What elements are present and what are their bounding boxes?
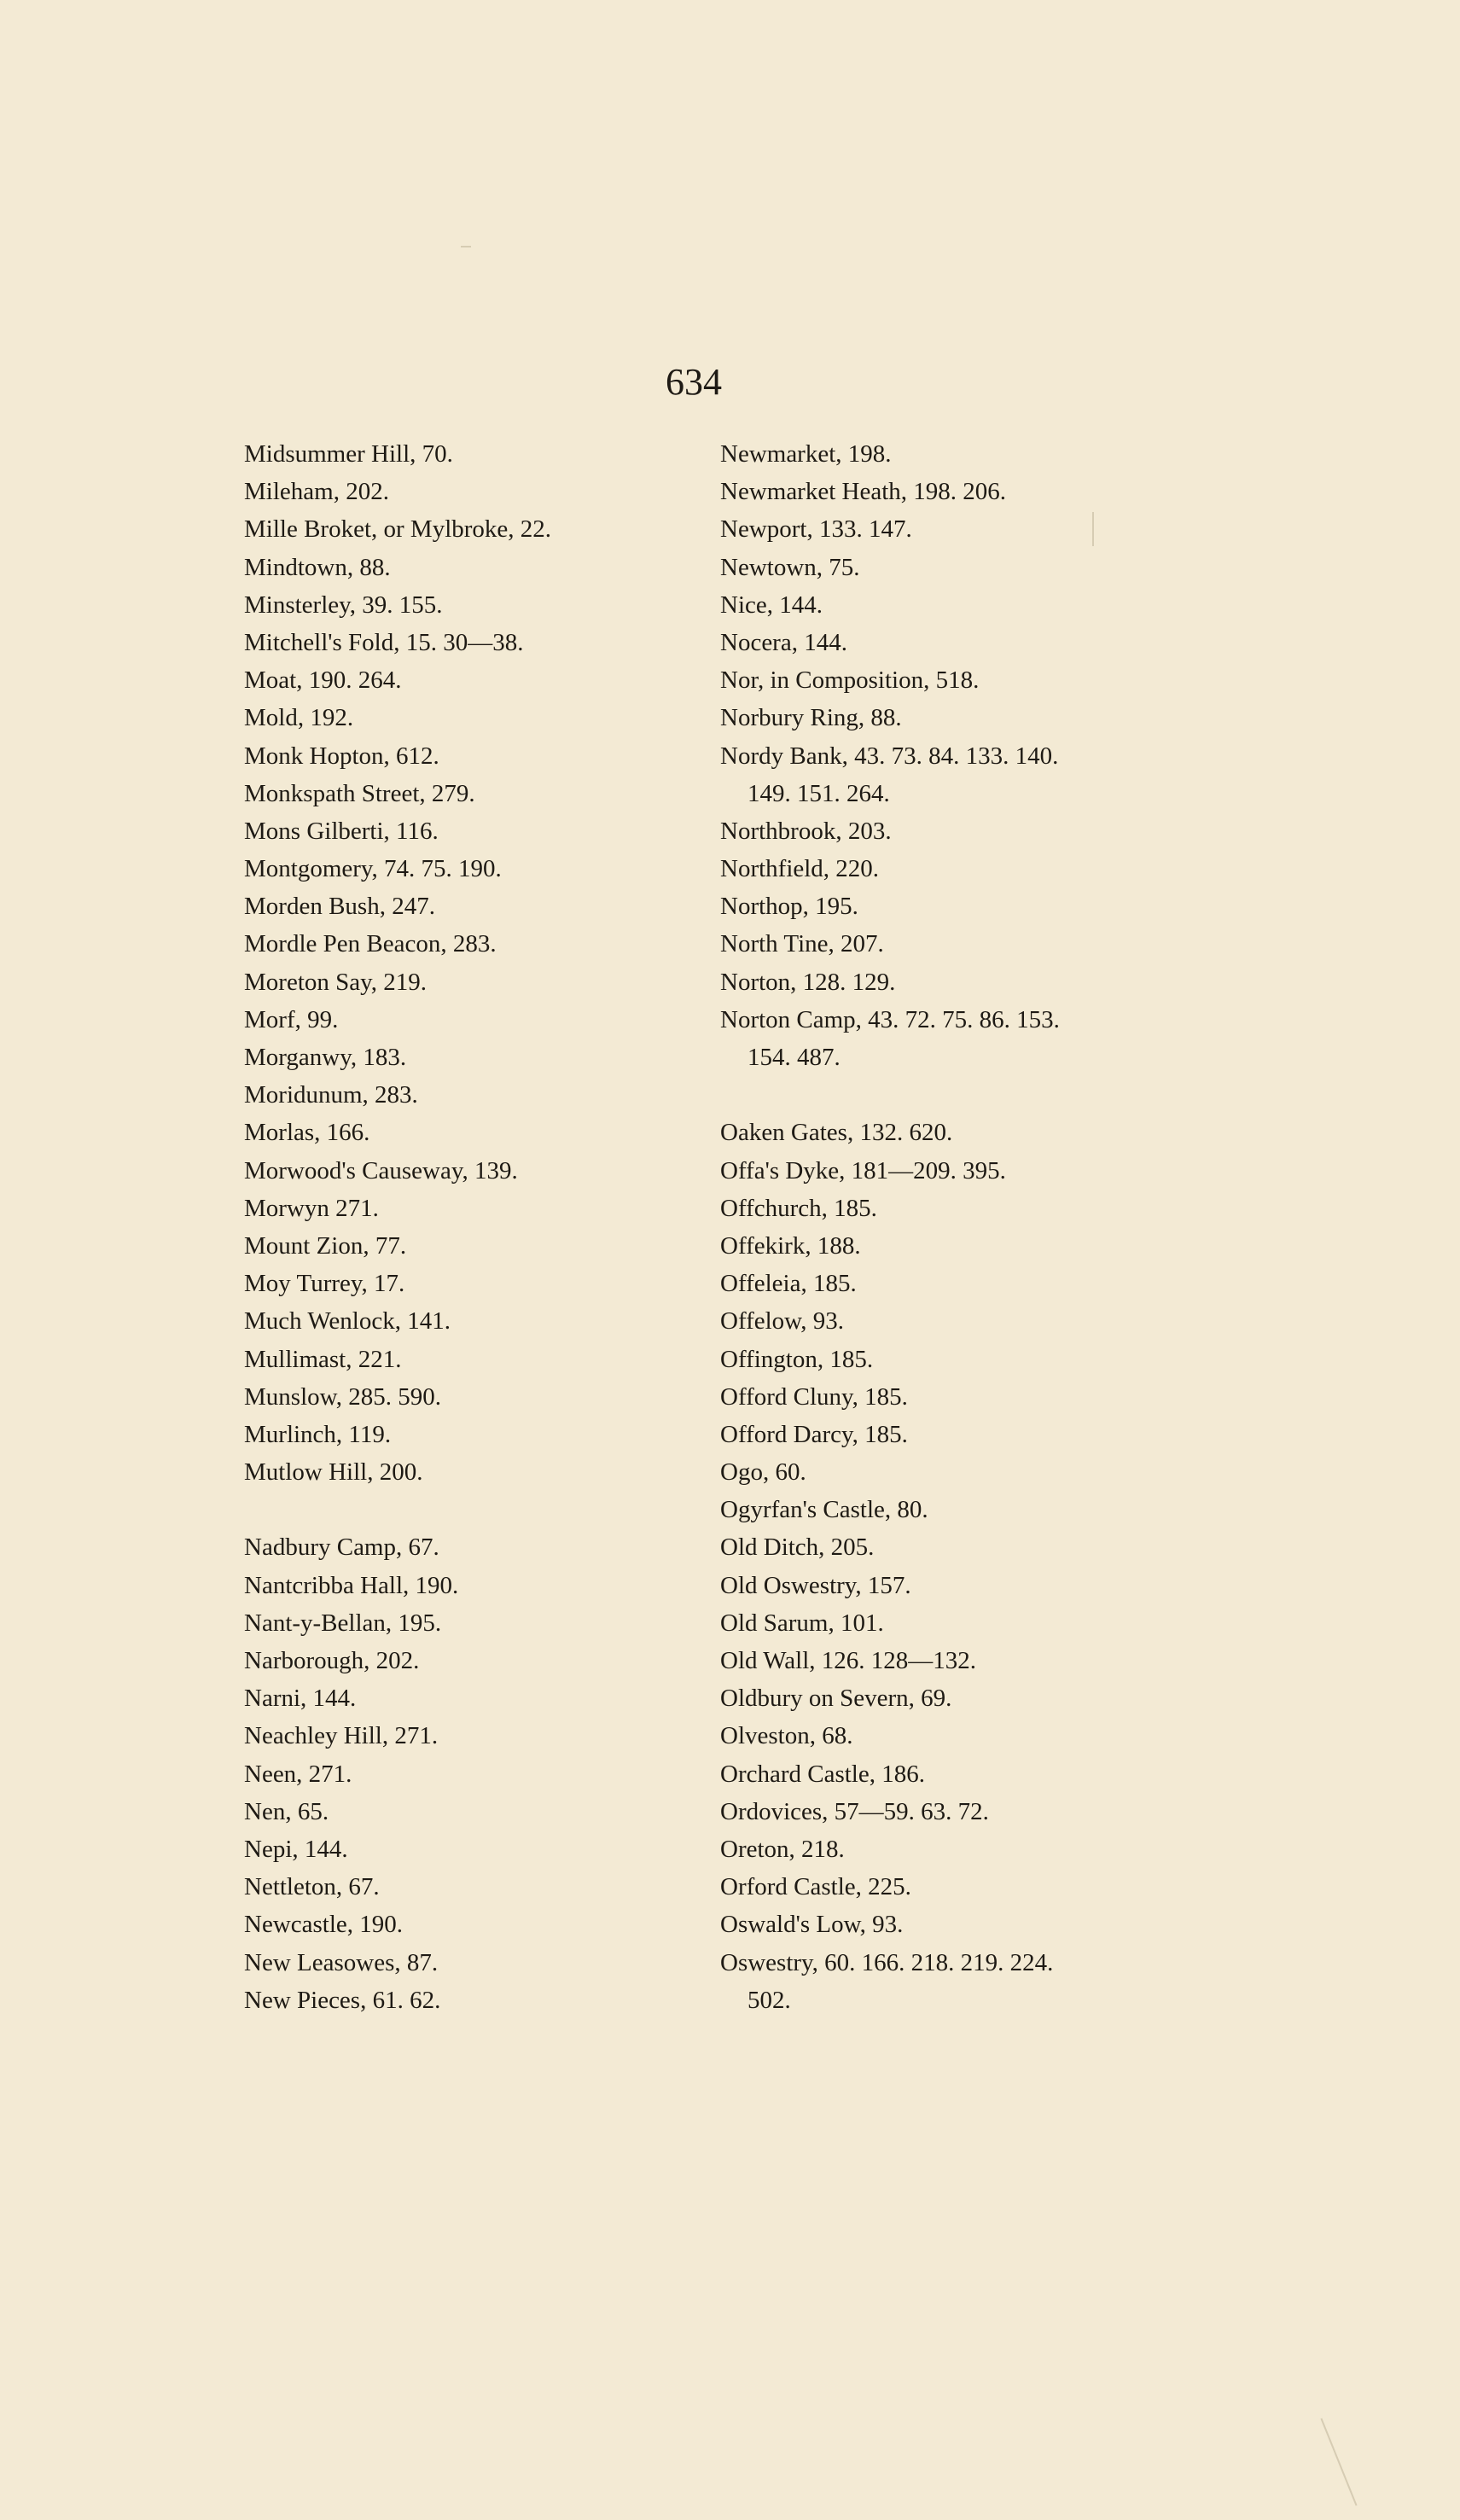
index-entry-continuation: 154. 487. (747, 1044, 841, 1071)
index-column-right (720, 435, 1249, 2019)
index-entry: Northbrook, 203. (720, 817, 892, 845)
index-entry: Mutlow Hill, 200. (244, 1458, 423, 1487)
index-entry: Mileham, 202. (244, 478, 389, 506)
index-entry: Mons Gilberti, 116. (244, 817, 439, 845)
index-entry: Morwyn 271. (244, 1194, 379, 1222)
index-entry: Nant-y-Bellan, 195. (244, 1609, 442, 1637)
index-entry: Northfield, 220. (720, 855, 880, 883)
index-entry: North Tine, 207. (720, 930, 884, 958)
index-entry: Orchard Castle, 186. (720, 1760, 925, 1788)
index-entry: Old Sarum, 101. (720, 1609, 884, 1637)
index-entry: Morlas, 166. (244, 1119, 370, 1147)
index-entry: Nantcribba Hall, 190. (244, 1571, 459, 1599)
index-entry: Offa's Dyke, 181—209. 395. (720, 1156, 1006, 1184)
index-entry: Nen, 65. (244, 1797, 329, 1825)
index-entry: Nettleton, 67. (244, 1873, 380, 1901)
index-entry: Moridunum, 283. (244, 1081, 418, 1109)
index-entry: New Leasowes, 87. (244, 1948, 439, 1976)
index-entry-continuation: 502. (747, 1986, 791, 2014)
index-entry: New Pieces, 61. 62. (244, 1986, 441, 2014)
index-entry: Mitchell's Fold, 15. 30—38. (244, 628, 524, 656)
index-entry: Offchurch, 185. (720, 1194, 877, 1222)
index-entry: Morf, 99. (244, 1005, 339, 1033)
index-entry: Orford Castle, 225. (720, 1873, 911, 1901)
index-entry: Olveston, 68. (720, 1722, 853, 1750)
index-entry: Norbury Ring, 88. (720, 704, 902, 732)
index-entry: Neen, 271. (244, 1760, 352, 1788)
index-entry: Mold, 192. (244, 704, 354, 732)
index-entry: Oaken Gates, 132. 620. (720, 1119, 953, 1147)
page-number: 634 (666, 361, 722, 403)
index-entry: Ogo, 60. (720, 1458, 806, 1487)
index-entry: Norton Camp, 43. 72. 75. 86. 153. (720, 1005, 1060, 1033)
index-entry: Old Wall, 126. 128—132. (720, 1647, 977, 1674)
index-entry: Oswestry, 60. 166. 218. 219. 224. (720, 1948, 1054, 1976)
index-entry: Moy Turrey, 17. (244, 1270, 405, 1298)
index-entry: Old Ditch, 205. (720, 1534, 875, 1562)
index-entry: Newmarket Heath, 198. 206. (720, 478, 1007, 506)
index-entry: Offord Cluny, 185. (720, 1382, 908, 1411)
index-entry: Much Wenlock, 141. (244, 1307, 451, 1336)
index-entry: Minsterley, 39. 155. (244, 591, 443, 619)
section-gap (720, 1076, 1249, 1114)
index-entry: Newcastle, 190. (244, 1911, 404, 1939)
stray-mark (461, 246, 471, 247)
index-entry: Offelow, 93. (720, 1307, 844, 1336)
index-entry: Moreton Say, 219. (244, 968, 427, 996)
index-entry: Nordy Bank, 43. 73. 84. 133. 140. (720, 742, 1059, 770)
index-entry-continuation: 149. 151. 264. (747, 779, 890, 807)
index-entry: Montgomery, 74. 75. 190. (244, 855, 502, 883)
index-entry: Narni, 144. (244, 1685, 357, 1713)
index-column-left (244, 435, 722, 2019)
stray-mark (1320, 2418, 1357, 2506)
index-entry: Newtown, 75. (720, 553, 860, 581)
index-entry: Oswald's Low, 93. (720, 1911, 904, 1939)
index-entry: Nice, 144. (720, 591, 823, 619)
index-entry: Offord Darcy, 185. (720, 1420, 908, 1448)
index-entry: Morden Bush, 247. (244, 893, 435, 921)
index-entry: Oldbury on Severn, 69. (720, 1685, 952, 1713)
index-entry: Oreton, 218. (720, 1835, 845, 1863)
index-entry: Newport, 133. 147. (720, 515, 912, 544)
index-entry: Offington, 185. (720, 1345, 874, 1373)
index-entry: Morganwy, 183. (244, 1044, 407, 1071)
index-entry: Mullimast, 221. (244, 1345, 402, 1373)
index-entry: Mount Zion, 77. (244, 1231, 407, 1260)
index-entry: Narborough, 202. (244, 1647, 420, 1674)
index-entry: Mille Broket, or Mylbroke, 22. (244, 515, 552, 544)
index-entry: Mordle Pen Beacon, 283. (244, 930, 497, 958)
index-entry: Nocera, 144. (720, 628, 847, 656)
index-entry: Old Oswestry, 157. (720, 1571, 911, 1599)
index-entry: Norton, 128. 129. (720, 968, 896, 996)
index-entry: Nor, in Composition, 518. (720, 666, 980, 695)
index-entry: Murlinch, 119. (244, 1420, 392, 1448)
section-gap (244, 1491, 722, 1528)
index-entry: Monk Hopton, 612. (244, 742, 439, 770)
index-entry: Ogyrfan's Castle, 80. (720, 1496, 928, 1524)
index-entry: Neachley Hill, 271. (244, 1722, 439, 1750)
index-entry: Ordovices, 57—59. 63. 72. (720, 1797, 989, 1825)
index-entry: Monkspath Street, 279. (244, 779, 475, 807)
index-entry: Morwood's Causeway, 139. (244, 1156, 518, 1184)
index-entry: Midsummer Hill, 70. (244, 440, 453, 468)
index-entry: Mindtown, 88. (244, 553, 391, 581)
index-entry: Offekirk, 188. (720, 1231, 861, 1260)
index-entry: Nepi, 144. (244, 1835, 348, 1863)
index-entry: Nadbury Camp, 67. (244, 1534, 439, 1562)
index-entry: Northop, 195. (720, 893, 858, 921)
index-entry: Newmarket, 198. (720, 440, 892, 468)
index-entry: Moat, 190. 264. (244, 666, 402, 695)
index-entry: Munslow, 285. 590. (244, 1382, 441, 1411)
index-entry: Offeleia, 185. (720, 1270, 857, 1298)
